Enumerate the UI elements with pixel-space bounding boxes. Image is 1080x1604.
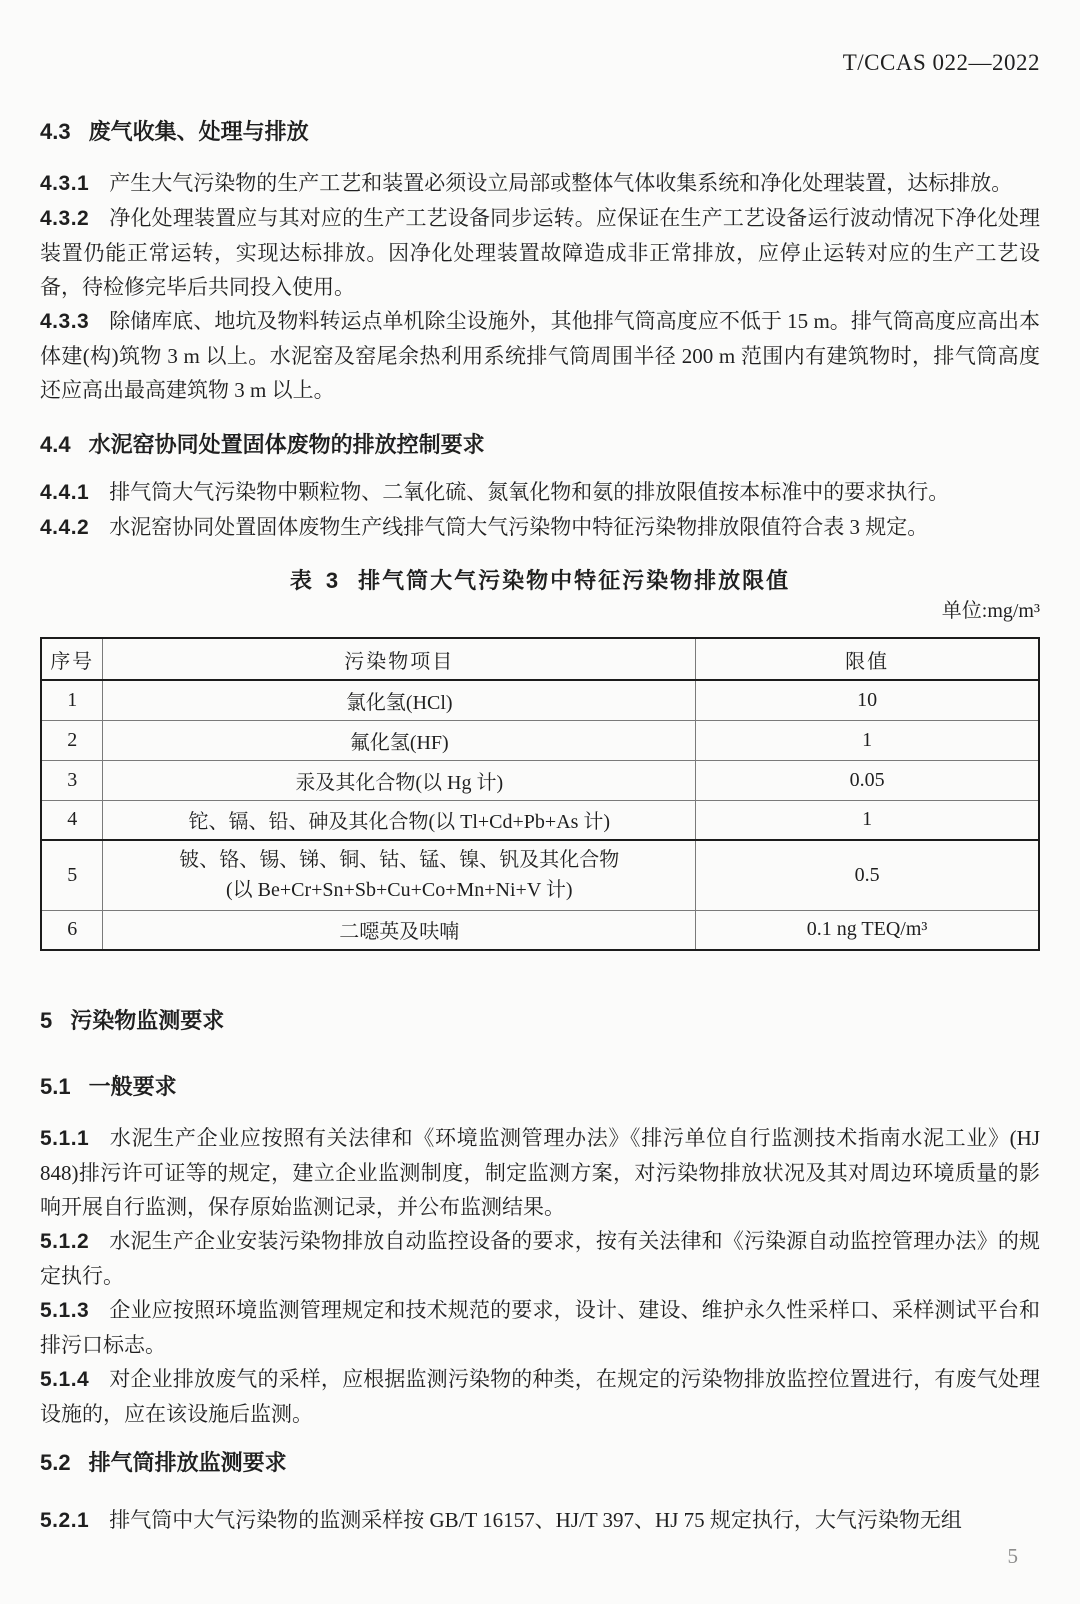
cell-item: 氟化氢(HF) <box>103 720 696 760</box>
table-3-unit: 单位:mg/m³ <box>941 600 1040 622</box>
header-cell-limit: 限值 <box>696 638 1039 680</box>
table-row <box>41 910 1039 950</box>
section-heading-5-2 <box>40 1449 1040 1477</box>
clause-5-1-1 <box>40 1121 1040 1224</box>
cell-no: 5 <box>41 840 103 910</box>
cell-item: 氯化氢(HCl) <box>103 680 696 720</box>
clause-number: 5.2.1 <box>40 1509 90 1532</box>
cell-no: 2 <box>41 720 103 760</box>
clause-4-3-1 <box>40 166 1040 201</box>
clause-5-2-1 <box>40 1503 1040 1538</box>
section-number: 4.4 <box>40 432 71 457</box>
table-row <box>41 800 1039 840</box>
clause-number: 4.3.2 <box>40 207 90 230</box>
cell-no: 3 <box>41 760 103 800</box>
table-3-title: 排气筒大气污染物中特征污染物排放限值 <box>358 568 791 593</box>
cell-item <box>103 840 696 910</box>
cell-no: 1 <box>41 680 103 720</box>
section-number: 5.1 <box>40 1074 71 1099</box>
section-heading-5-1 <box>40 1073 1040 1101</box>
clause-number: 4.3.3 <box>40 310 90 333</box>
table-row <box>41 840 1039 910</box>
page-number: 5 <box>1007 1544 1018 1568</box>
clause-text: 排气筒中大气污染物的监测采样按 GB/T 16157、HJ/T 397、HJ 75 规定执行，大气污染物无组 <box>109 1508 962 1532</box>
header-cell-no: 序号 <box>41 638 103 680</box>
clause-number: 5.1.1 <box>40 1127 90 1150</box>
table-3-label: 表 3 <box>289 568 343 593</box>
clause-5-1-2 <box>40 1224 1040 1293</box>
cell-limit: 0.1 ng TEQ/m³ <box>696 910 1039 950</box>
section-heading-4-3 <box>40 118 1040 146</box>
cell-item-line-1: 铍、铬、锡、锑、铜、钴、锰、镍、钒及其化合物 <box>179 849 620 872</box>
section-number: 4.3 <box>40 119 71 144</box>
cell-limit: 1 <box>696 800 1039 840</box>
clause-number: 4.4.1 <box>40 481 90 504</box>
cell-limit: 0.5 <box>696 840 1039 910</box>
clause-text: 企业应按照环境监测管理规定和技术规范的要求，设计、建设、维护永久性采样口、采样测试平台和排污口标志。 <box>40 1298 1040 1357</box>
clause-text: 产生大气污染物的生产工艺和装置必须设立局部或整体气体收集系统和净化处理装置，达标排放。 <box>109 171 1013 195</box>
clause-text: 水泥生产企业应按照有关法律和《环境监测管理办法》《排污单位自行监测技术指南水泥工业》(HJ 848)排污许可证等的规定，建立企业监测制度，制定监测方案，对污染物排放状况及其对周边环境质量的影响开展自行监测，保存原始监测记录，并公布监测结果。 <box>40 1126 1040 1219</box>
clause-text: 除储库底、地坑及物料转运点单机除尘设施外，其他排气筒高度应不低于 15 m。排气筒高度应高出本体建(构)筑物 3 m 以上。水泥窑及窑尾余热利用系统排气筒周围半径 200 m 范围内有建筑物时，排气筒高度还应高出最高建筑物 3 m 以上。 <box>40 309 1040 402</box>
clause-5-1-3 <box>40 1293 1040 1362</box>
clause-text: 净化处理装置应与其对应的生产工艺设备同步运转。应保证在生产工艺设备运行波动情况下净化处理装置仍能正常运转，实现达标排放。因净化处理装置故障造成非正常排放，应停止运转对应的生产工艺设备，待检修完毕后共同投入使用。 <box>40 206 1040 299</box>
clause-4-4-2 <box>40 510 1040 545</box>
table-header-row <box>41 638 1039 680</box>
table-3-caption <box>40 567 1040 595</box>
cell-no: 6 <box>41 910 103 950</box>
clause-text: 水泥窑协同处置固体废物生产线排气筒大气污染物中特征污染物排放限值符合表 3 规定。 <box>109 515 929 539</box>
cell-limit: 10 <box>696 680 1039 720</box>
doc-code: T/CCAS 022—2022 <box>842 50 1040 75</box>
clause-5-1-4 <box>40 1362 1040 1431</box>
clause-number: 5.1.3 <box>40 1299 90 1322</box>
clause-4-4-1 <box>40 475 1040 510</box>
table-row <box>41 680 1039 720</box>
section-title: 废气收集、处理与排放 <box>88 119 309 144</box>
section-title: 排气筒排放监测要求 <box>88 1450 287 1475</box>
chapter-title: 污染物监测要求 <box>70 1008 225 1033</box>
cell-limit: 0.05 <box>696 760 1039 800</box>
table-3 <box>40 637 1040 951</box>
section-heading-4-4 <box>40 431 1040 459</box>
clause-text: 对企业排放废气的采样，应根据监测污染物的种类，在规定的污染物排放监控位置进行，有废气处理设施的，应在该设施后监测。 <box>40 1367 1040 1426</box>
clause-number: 5.1.4 <box>40 1368 90 1391</box>
chapter-heading-5 <box>40 1007 1040 1035</box>
clause-text: 水泥生产企业安装污染物排放自动监控设备的要求，按有关法律和《污染源自动监控管理办法》的规定执行。 <box>40 1229 1040 1288</box>
header-cell-item: 污染物项目 <box>103 638 696 680</box>
cell-item-line-2: (以 Be+Cr+Sn+Sb+Cu+Co+Mn+Ni+V 计) <box>226 879 573 902</box>
cell-item: 铊、镉、铅、砷及其化合物(以 Tl+Cd+Pb+As 计) <box>103 800 696 840</box>
clause-text: 排气筒大气污染物中颗粒物、二氧化硫、氮氧化物和氨的排放限值按本标准中的要求执行。 <box>109 480 950 504</box>
table-row <box>41 760 1039 800</box>
section-title: 一般要求 <box>88 1074 177 1099</box>
section-title: 水泥窑协同处置固体废物的排放控制要求 <box>88 432 485 457</box>
cell-no: 4 <box>41 800 103 840</box>
clause-4-3-2 <box>40 201 1040 304</box>
section-number: 5.2 <box>40 1450 71 1475</box>
clause-number: 4.3.1 <box>40 172 90 195</box>
clause-4-3-3 <box>40 304 1040 407</box>
chapter-number: 5 <box>40 1008 53 1033</box>
table-row <box>41 720 1039 760</box>
cell-item: 汞及其化合物(以 Hg 计) <box>103 760 696 800</box>
clause-number: 5.1.2 <box>40 1230 90 1253</box>
cell-limit: 1 <box>696 720 1039 760</box>
cell-item: 二噁英及呋喃 <box>103 910 696 950</box>
clause-number: 4.4.2 <box>40 516 90 539</box>
